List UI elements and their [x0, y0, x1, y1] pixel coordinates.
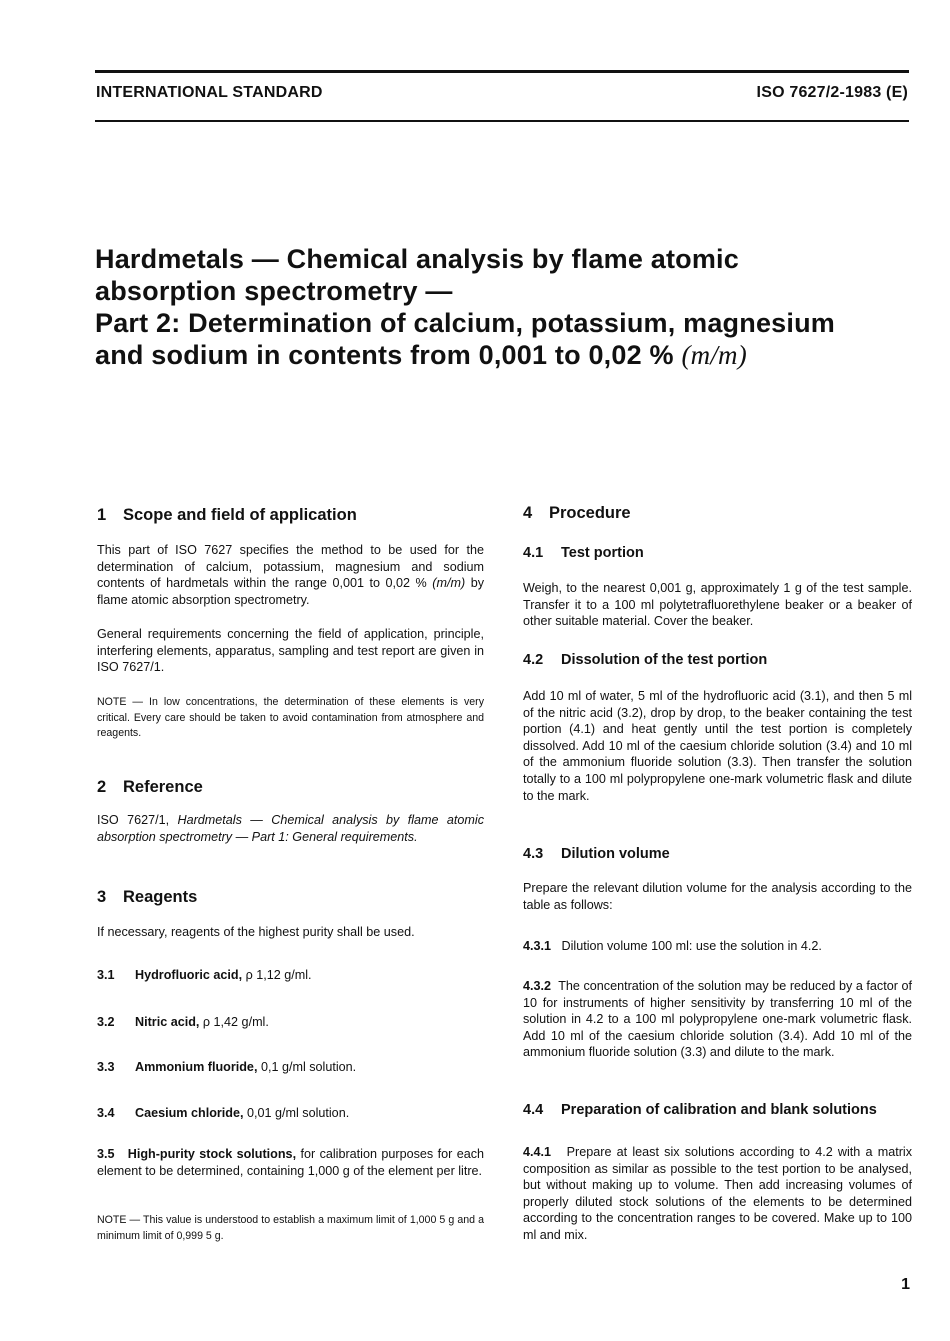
section-2-paragraph: ISO 7627/1, Hardmetals — Chemical analysis by flame atomic absorption spectrometry — Part 1: General requirements.: [97, 813, 484, 844]
section-4-4-heading: 4.4 Preparation of calibration and blank solutions: [523, 1102, 877, 1118]
title-line-1: Hardmetals — Chemical analysis by flame atomic: [95, 244, 739, 274]
reagent-3-1: 3.1 Hydrofluoric acid, ρ 1,12 g/ml.: [97, 968, 312, 982]
reagent-3-4: 3.4 Caesium chloride, 0,01 g/ml solution.: [97, 1106, 350, 1120]
section-1-heading: 1 Scope and field of application: [97, 506, 357, 524]
document-type-label: INTERNATIONAL STANDARD: [96, 84, 323, 101]
section-1-paragraph-2: General requirements concerning the field of application, principle, interfering elements, apparatus, sampling and test report are given in ISO 7627/1.: [97, 627, 484, 675]
title-line-2: absorption spectrometry —: [95, 276, 453, 306]
section-3-note: NOTE — This value is understood to establish a maximum limit of 1,000 5 g and a minimum limit of 0,999 5 g.: [97, 1214, 484, 1242]
reagent-3-2: 3.2 Nitric acid, ρ 1,42 g/ml.: [97, 1015, 269, 1029]
section-4-3-heading: 4.3 Dilution volume: [523, 846, 670, 862]
section-4-heading: 4 Procedure: [523, 504, 631, 522]
page-number: 1: [901, 1276, 910, 1293]
section-4-2-heading: 4.2 Dissolution of the test portion: [523, 652, 768, 668]
document-title: [95, 243, 915, 371]
title-line-3: Part 2: Determination of calcium, potassium, magnesium: [95, 308, 835, 338]
header-top-rule: [95, 70, 909, 73]
section-2-heading: 2 Reference: [97, 778, 203, 796]
reagent-3-5: 3.5 High-purity stock solutions, for calibration purposes for each element to be determined, containing 1,000 g of the element per litre.: [97, 1147, 485, 1178]
section-3-heading: 3 Reagents: [97, 888, 198, 906]
reagent-3-3: 3.3 Ammonium fluoride, 0,1 g/ml solution.: [97, 1060, 357, 1074]
section-4-3-1: 4.3.1 Dilution volume 100 ml: use the solution in 4.2.: [523, 939, 822, 953]
section-4-2-paragraph: Add 10 ml of water, 5 ml of the hydrofluoric acid (3.1), and then 5 ml of the nitric acid (3.2), drop by drop, to the beaker containing the test portion (4.1) and heat gently until the test portion is completely dissolved. Add 10 ml of the caesium chloride solution (3.4) and 10 ml of the ammonium fluoride solution (3.3). Then transfer the solution totally to a 100 ml polypropylene one-mark volumetric flask and dilute to the mark.: [523, 689, 912, 803]
standard-number: ISO 7627/2-1983 (E): [756, 84, 908, 101]
section-4-4-1: 4.4.1 Prepare at least six solutions according to 4.2 with a matrix composition as similar as possible to the test portion to be analysed, but without making up to volume. Then add increasing volumes of properly diluted stock solutions of the elements to be determined according to the concentration ranges to be covered. Make up to 100 ml and mix.: [523, 1145, 913, 1242]
section-4-3-2: 4.3.2 The concentration of the solution may be reduced by a factor of 10 for instruments of higher sensitivity by transferring 10 ml of the solution in 4.2 to a 100 ml polypropylene one-mark volumetric flask. Add 10 ml of the caesium chloride solution (3.4). Add 10 ml of the ammonium fluoride solution (3.3) and dilute to the mark.: [523, 979, 913, 1060]
section-3-intro: If necessary, reagents of the highest purity shall be used.: [97, 925, 415, 939]
header-bottom-rule: [95, 120, 909, 122]
section-1-note: NOTE — In low concentrations, the determination of these elements is very critical. Every care should be taken to avoid contamination from atmosphere and reagents.: [97, 696, 484, 739]
section-4-1-heading: 4.1 Test portion: [523, 545, 644, 561]
title-line-4: and sodium in contents from 0,001 to 0,02 % (m/m): [95, 340, 747, 370]
section-4-1-paragraph: Weigh, to the nearest 0,001 g, approximately 1 g of the test sample. Transfer it to a 100 ml polytetrafluorethylene beaker or a beaker of other suitable material. Cover the beaker.: [523, 581, 912, 629]
section-4-3-paragraph: Prepare the relevant dilution volume for the analysis according to the table as follows:: [523, 881, 912, 912]
section-1-paragraph-1: This part of ISO 7627 specifies the method to be used for the determination of calcium, potassium, magnesium and sodium contents of hardmetals within the range 0,001 to 0,02 % (m/m) by flame atomic absorption spectrometry.: [97, 543, 484, 607]
